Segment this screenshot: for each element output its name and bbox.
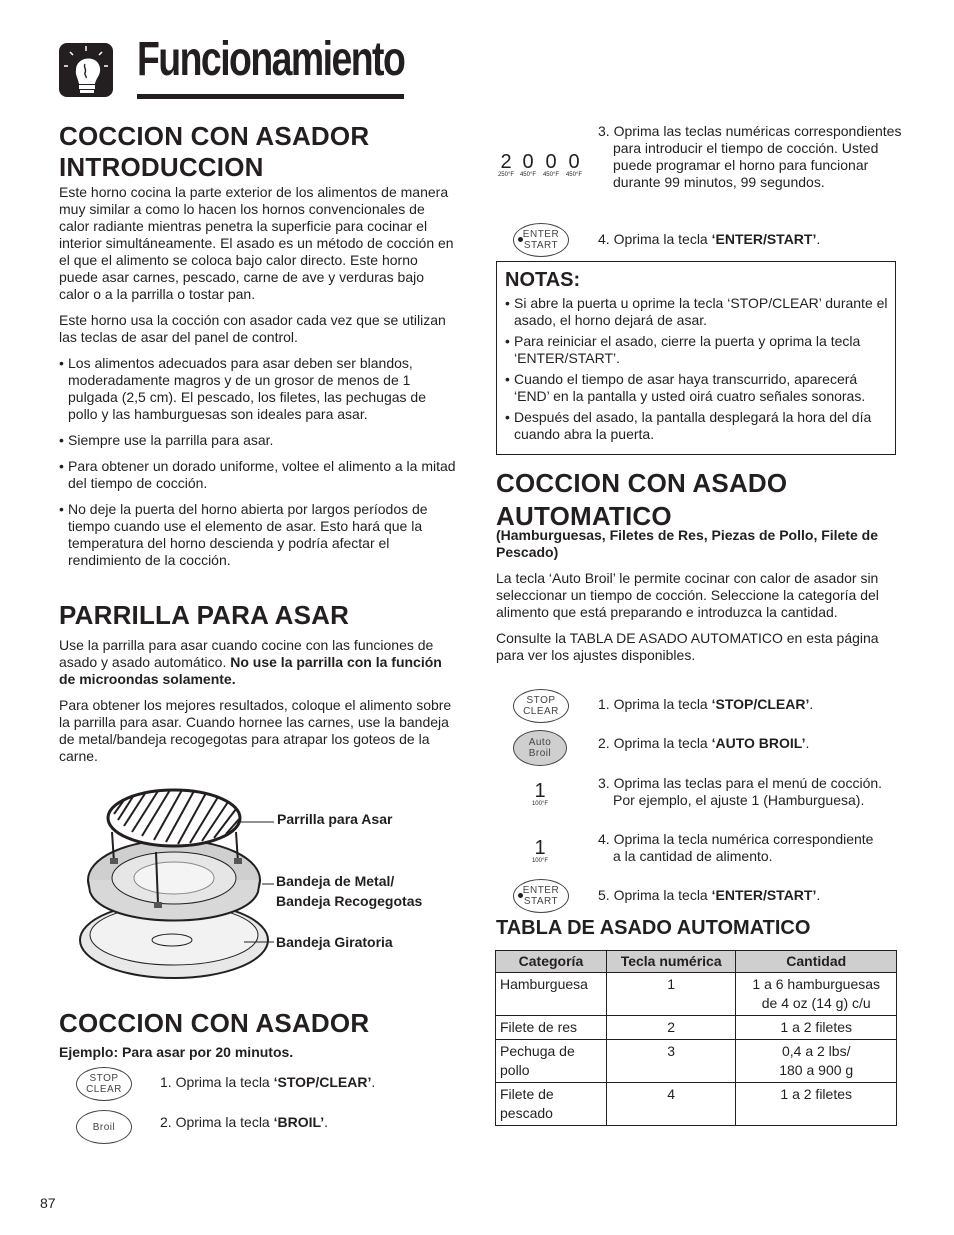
table-row: [496, 1083, 897, 1126]
intro-paragraph: Este horno usa la cocción con asador cada vez que se utilizan las teclas de asar del panel de control.: [59, 312, 446, 345]
title-rule: [137, 94, 404, 99]
rack-text: [59, 637, 458, 765]
auto-step-3: 3. Oprima las teclas para el menú de cocción. Por ejemplo, el ajuste 1 (Hamburguesa).: [598, 775, 883, 808]
column-header: Categoría: [496, 951, 607, 973]
column-header: Tecla numérica: [606, 951, 736, 973]
stop-clear-key: STOP CLEAR: [76, 1067, 132, 1101]
number-key-0: 0 450°F: [542, 151, 560, 178]
quantity-cell: 1 a 2 filetes: [736, 1083, 897, 1126]
enter-start-key: ENTER START: [513, 223, 569, 257]
number-key-1: 1 100°F: [531, 780, 549, 807]
broil-rack-illustration: [74, 780, 284, 990]
category-cell: Pechuga de pollo: [496, 1040, 607, 1083]
page-number: 87: [40, 1195, 56, 1211]
quantity-cell: 1 a 6 hamburguesas de 4 oz (14 g) c/u: [736, 973, 897, 1016]
note-item: • Cuando el tiempo de asar haya transcurrido, aparecerá ‘END’ en la pantalla y usted oirá cuatro señales sonoras.: [505, 371, 889, 405]
table-header-row: [496, 951, 897, 973]
broil-step-1: 1. Oprima la tecla ‘STOP/CLEAR’.: [160, 1074, 376, 1090]
note-item: • Después del asado, la pantalla desplegará la hora del día cuando abra la puerta.: [505, 409, 889, 443]
broil-step-4: 4. Oprima la tecla ‘ENTER/START’.: [598, 231, 821, 247]
quantity-cell: 1 a 2 filetes: [736, 1016, 897, 1040]
stop-clear-key: STOP CLEAR: [513, 689, 569, 723]
column-header: Cantidad: [736, 951, 897, 973]
key-cell: 1: [606, 973, 736, 1016]
enter-start-key: ENTER START: [513, 879, 569, 913]
notes-heading: NOTAS:: [505, 269, 581, 291]
number-key-1: 1 100°F: [531, 837, 549, 864]
table-row: [496, 1040, 897, 1083]
auto-paragraph: La tecla ‘Auto Broil’ le permite cocinar con calor de asador sin seleccionar un tiempo de cocción. Seleccione la categoría del alimento que está preparando e introduzca la cantidad.: [496, 570, 879, 620]
category-cell: Hamburguesa: [496, 973, 607, 1016]
intro-bullet: • No deje la puerta del horno abierta por largos períodos de tiempo cuando use el elemento de asar. Esto hará que la temperatura del horno descienda y podría afectar el rendimiento de la cocción.: [59, 501, 458, 569]
broil-step-2: 2. Oprima la tecla ‘BROIL’.: [160, 1114, 329, 1130]
quantity-cell: 0,4 a 2 lbs/ 180 a 900 g: [736, 1040, 897, 1083]
intro-paragraph: Este horno cocina la parte exterior de los alimentos de manera muy similar a como lo hacen los hornos convencionales de calor radiante mientras penetra la superficie para cocinar el interior simultáneamente. El asado es un método de cocción en el que el alimento se coloca bajo calor directo. Este horno puede asar carnes, pescado, carne de ave y verduras bajo calor o a la parrilla o tostar pan.: [59, 184, 454, 302]
auto-table-heading: TABLA DE ASADO AUTOMATICO: [496, 917, 811, 939]
note-item: • Para reiniciar el asado, cierre la puerta y oprima la tecla ‘ENTER/START’.: [505, 333, 889, 367]
page-title: Funcionamiento: [137, 33, 405, 86]
broil-example: Ejemplo: Para asar por 20 minutos.: [59, 1044, 294, 1060]
number-key-0: 0 450°F: [565, 151, 583, 178]
intro-text: [59, 184, 458, 569]
auto-step-2: 2. Oprima la tecla ‘AUTO BROIL’.: [598, 735, 810, 751]
auto-paragraph: Consulte la TABLA DE ASADO AUTOMATICO en esta página para ver los ajustes disponibles.: [496, 630, 879, 663]
broil-heading: COCCION CON ASADOR: [59, 1008, 370, 1038]
lightbulb-icon: [58, 42, 114, 98]
number-key-0: 0 450°F: [519, 151, 537, 178]
key-cell: 4: [606, 1083, 736, 1126]
key-cell: 2: [606, 1016, 736, 1040]
auto-broil-text: [496, 570, 896, 664]
auto-step-4: 4. Oprima la tecla numérica correspondiente a la cantidad de alimento.: [598, 831, 874, 864]
auto-broil-subheading: (Hamburguesas, Filetes de Res, Piezas de Pollo, Filete de Pescado): [496, 527, 879, 560]
rack-label: Parrilla para Asar: [277, 811, 393, 827]
intro-heading: COCCION CON ASADOR INTRODUCCION: [59, 121, 370, 182]
category-cell: Filete de res: [496, 1016, 607, 1040]
rack-paragraph: Use la parrilla para asar cuando cocine con las funciones de asado y asado automático. No use la parrilla con la función de microondas solamente.: [59, 637, 442, 687]
auto-step-1: 1. Oprima la tecla ‘STOP/CLEAR’.: [598, 696, 814, 712]
auto-broil-table: [495, 950, 897, 1126]
auto-broil-heading: COCCION CON ASADO AUTOMATICO: [496, 468, 788, 531]
auto-broil-key: Auto Broil: [513, 730, 567, 766]
table-row: [496, 1016, 897, 1040]
intro-bullet: • Para obtener un dorado uniforme, voltee el alimento a la mitad del tiempo de cocción.: [59, 458, 458, 492]
number-key-2: 2 250°F: [497, 151, 515, 178]
intro-bullet: • Los alimentos adecuados para asar deben ser blandos, moderadamente magros y de un grosor de menos de 1 pulgada (2,5 cm). El pescado, los filetes, las pechugas de pollo y las hamburguesas son ideales para asar.: [59, 355, 458, 423]
broil-key: Broil: [76, 1110, 132, 1144]
rack-paragraph: Para obtener los mejores resultados, coloque el alimento sobre la parrilla para asar. Cuando hornee las carnes, use la bandeja de metal/bandeja recogegotas para atrapar los goteos de la carne.: [59, 697, 452, 764]
tray-label: Bandeja de Metal/ Bandeja Recogegotas: [276, 873, 423, 909]
broil-step-3: 3. Oprima las teclas numéricas correspondientes para introducir el tiempo de cocción. Usted puede programar el horno para funcionar durante 99 minutos, 99 segundos.: [598, 123, 902, 190]
rack-heading: PARRILLA PARA ASAR: [59, 600, 350, 630]
category-cell: Filete de pescado: [496, 1083, 607, 1126]
key-cell: 3: [606, 1040, 736, 1083]
note-item: • Si abre la puerta u oprime la tecla ‘STOP/CLEAR’ durante el asado, el horno dejará de asar.: [505, 295, 889, 329]
table-row: [496, 973, 897, 1016]
notes-box: [496, 261, 896, 455]
intro-bullet: • Siempre use la parrilla para asar.: [59, 432, 458, 449]
auto-step-5: 5. Oprima la tecla ‘ENTER/START’.: [598, 887, 821, 903]
turntable-label: Bandeja Giratoria: [276, 934, 393, 950]
